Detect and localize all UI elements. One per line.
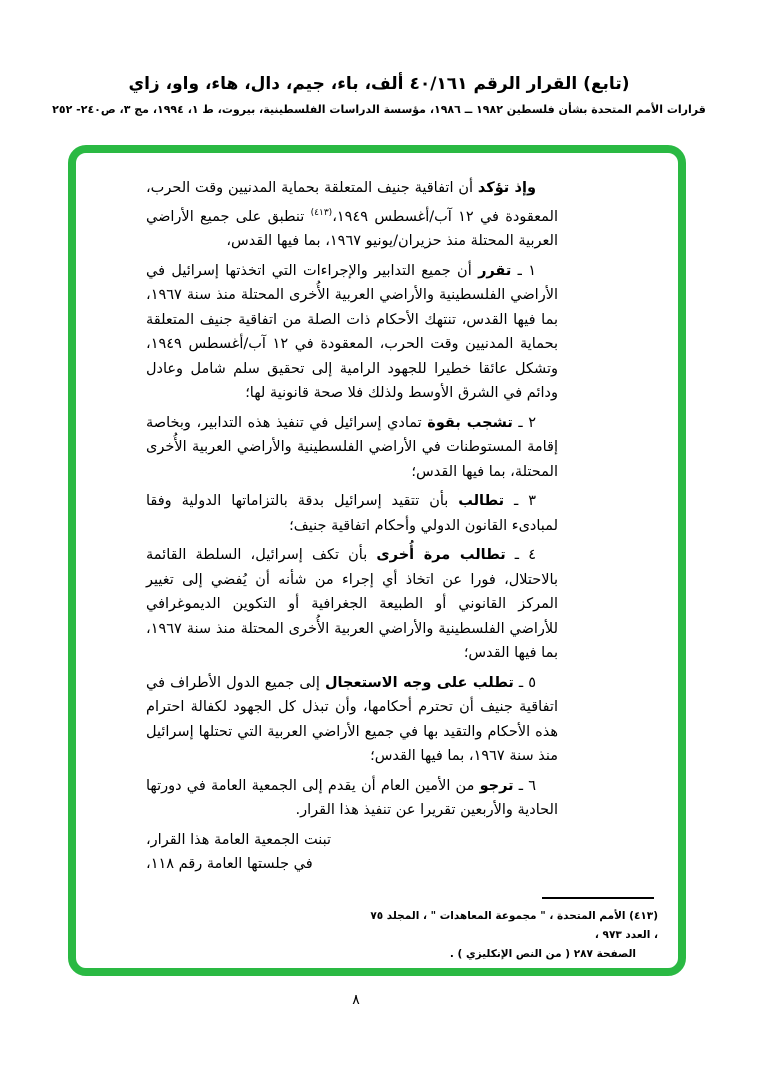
text-segment: ١ ـ [511,262,537,279]
resolution-paragraph [146,489,558,538]
resolution-text [146,176,558,877]
text-segment: أن اتفاقية جنيف المتعلقة بحماية المدنيين وقت الحرب، المعقودة في ١٢ آب/أغسطس ١٩٤٩، [146,180,558,225]
page-header [0,74,758,116]
text-segment: وإذ تؤكد [477,180,536,196]
footnote-reference: (٤١٣) [310,207,333,218]
text-segment: ٣ ـ [504,493,536,509]
resolution-paragraph [146,774,558,823]
resolution-paragraph [146,259,558,406]
footnote-line: (٤١٣) الأمم المتحدة ، " مجموعة المعاهدات " ، المجلد ٧٥ ، العدد ٩٧٣ ، [370,910,658,941]
text-segment: تنطبق على جميع الأراضي العربية المحتلة منذ حزيران/يونيو ١٩٦٧، بما فيها القدس، [146,208,558,249]
text-segment: تطالب [458,493,505,509]
footnote-block [370,897,658,964]
text-segment: من الأمين العام أن يقدم إلى الجمعية العامة في دورتها الحادية والأربعين تقريرا عن تنفيذ هذا القرار. [146,777,558,818]
resolution-paragraph [146,543,558,666]
page-title: (تابع) القرار الرقم ٤٠/١٦١ ألف، باء، جيم، دال، هاء، واو، زاي [128,74,630,94]
resolution-frame [68,145,686,976]
text-segment: تمادي إسرائيل في تنفيذ هذه التدابير، وبخاصة إقامة المستوطنات في الأراضي الفلسطينية والأراضي العربية الأُخرى المحتلة، بما فيها القدس؛ [146,414,558,480]
text-segment: ترجو [479,777,514,794]
resolution-paragraph [146,828,558,853]
resolution-paragraph [146,852,558,877]
footnote-line: الصفحة ٢٨٧ ( من النص الإنكليزي ) . [449,948,636,960]
text-segment: ٦ ـ [513,777,537,794]
text-segment: تشجب بقوة [427,414,513,431]
text-segment: تطلب على وجه الاستعجال [324,674,514,691]
text-segment: تبنت الجمعية العامة هذا القرار، [146,831,331,848]
resolution-paragraph [146,176,558,254]
text-segment: ٥ ـ [513,674,537,691]
resolution-paragraph [146,671,558,769]
source-citation-line: قرارات الأمم المتحدة بشأن فلسطين ١٩٨٢ ــ ١٩٨٦، مؤسسة الدراسات الفلسطينية، بيروت، ط ١، ١٩٩٤، مج ٣، ص٢٤٠- ٢٥٢ [52,103,706,116]
text-segment: إلى جميع الدول الأطراف في اتفاقية جنيف أن تحترم أحكامها، وأن تبذل كل الجهود لكفالة احترام هذه الأحكام والتقيد بها في جميع الأراضي العربية التي تحتلها إسرائيل منذ سنة ١٩٦٧، بما فيها القدس؛ [146,674,558,764]
text-segment: في جلستها العامة رقم ١١٨، [146,856,313,872]
page-number: ٨ [352,992,360,1008]
text-segment: أن جميع التدابير والإجراءات التي اتخذتها إسرائيل في الأراضي الفلسطينية والأراضي العربية الأُخرى المحتلة منذ سنة ١٩٦٧، بما فيها القدس، تنتهك الأحكام ذات الصلة من اتفاقية جنيف المتعلقة بحماية المدنيين وقت الحرب، المعقودة في ١٢ آب/أغسطس ١٩٤٩، وتشكل عائقا خطيرا للجهود الرامية إلى تحقيق سلم شامل وعادل ودائم في الشرق الأوسط ولذلك فلا صحة قانونية لها؛ [146,262,558,401]
text-segment: بأن تتقيد إسرائيل بدقة بالتزاماتها الدولية وفقا لمبادىء القانون الدولي وأحكام اتفاقية جنيف؛ [146,493,558,534]
footnote-lines [370,907,658,964]
resolution-paragraph [146,411,558,485]
text-segment: تطالب مرة أُخرى [376,547,506,563]
text-segment: ٢ ـ [512,414,536,431]
text-segment: تقرر [478,262,512,279]
text-segment: ٤ ـ [505,547,536,563]
footnote-separator-rule [542,897,654,899]
text-segment: بأن تكف إسرائيل، السلطة القائمة بالاحتلال، فورا عن اتخاذ أي إجراء من شأنه أن يُفضي إلى تغيير المركز القانوني أو الطبيعة الجغرافية أو التكوين الديموغرافي للأراضي الفلسطينية والأراضي العربية الأُخرى المحتلة منذ سنة ١٩٦٧، بما فيها القدس؛ [146,547,558,661]
